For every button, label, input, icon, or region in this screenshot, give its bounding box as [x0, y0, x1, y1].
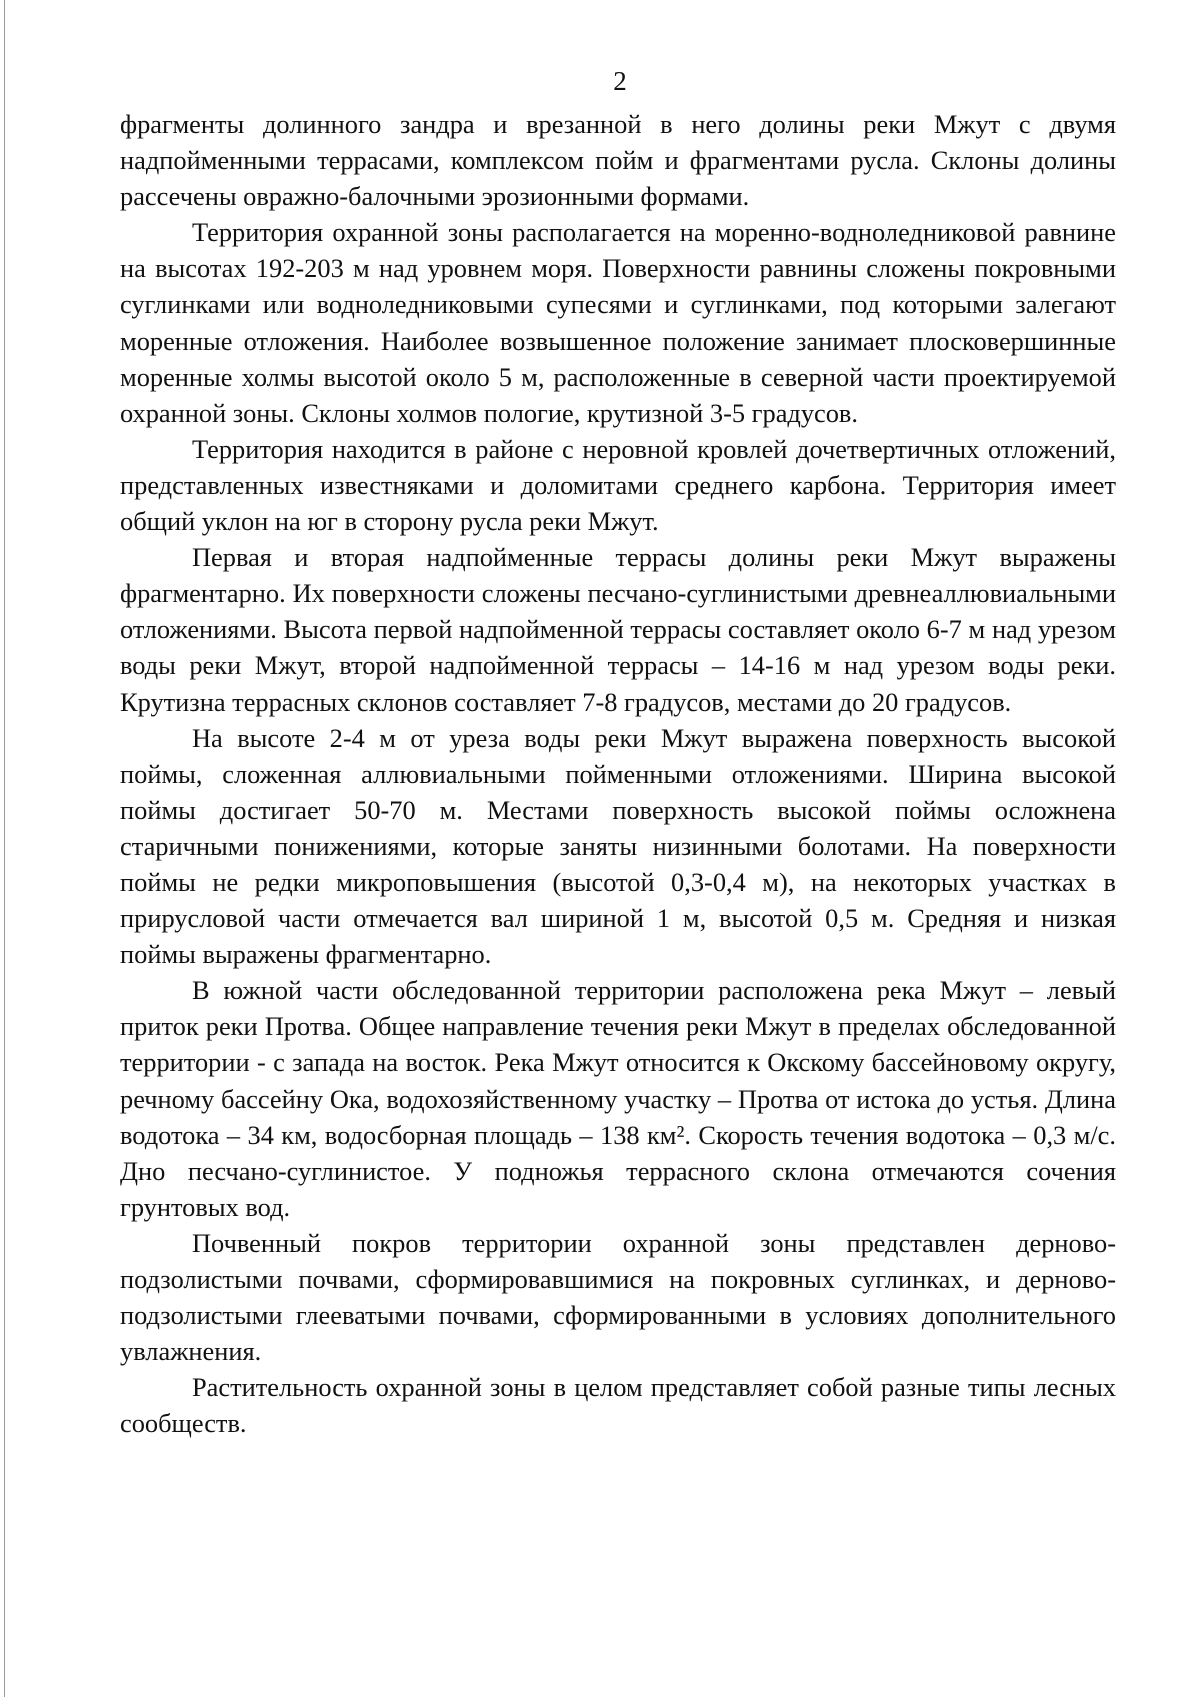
- paragraph-bedrock: Территория находится в районе с неровной кровлей дочетвертичных отложений, представленных известняками и доломитами среднего карбона. Территория имеет общий уклон на юг в сторону русла реки Мжут.: [120, 433, 1116, 537]
- scan-edge-line: [4, 0, 5, 1697]
- paragraph-floodplain: На высоте 2-4 м от уреза воды реки Мжут выражена поверхность высокой поймы, сложенная аллювиальными пойменными отложениями. Ширина высокой поймы достигает 50-70 м. Местами поверхность высокой поймы осложнена старичными понижениями, которые заняты низинными болотами. На поверхности поймы не редки микроповышения (высотой 0,3-0,4 м), на некоторых участках в прирусловой части отмечается вал шириной 1 м, высотой 0,5 м. Средняя и низкая поймы выражены фрагментарно.: [120, 722, 1116, 970]
- paragraph-protection-zone-relief: Территория охранной зоны располагается на моренно-водноледниковой равнине на высотах 192-203 м над уровнем моря. Поверхности равнины сложены покровными суглинками или водноледниковыми супесями и суглинками, под которыми залегают моренные отложения. Наиболее возвышенное положение занимает плосковершинные моренные холмы высотой около 5 м, расположенные в северной части проектируемой охранной зоны. Склоны холмов пологие, крутизной 3-5 градусов.: [120, 217, 1116, 428]
- paragraph-river: В южной части обследованной территории расположена река Мжут – левый приток реки Протва. Общее направление течения реки Мжут в пределах обследованной территории - с запада на восток. Река Мжут относится к Окскому бассейновому округу, речному бассейну Ока, водохозяйственному участку – Протва от истока до устья. Длина водотока – 34 км, водосборная площадь – 138 км². Скорость течения водотока – 0,3 м/с. Дно песчано-суглинистое. У подножья террасного склона отмечаются сочения грунтовых вод.: [120, 975, 1116, 1222]
- document-body: [120, 106, 1116, 1441]
- paragraph-soil: Почвенный покров территории охранной зоны представлен дерново-подзолистыми почвами, сформировавшимися на покровных суглинках, и дерново-подзолистыми глееватыми почвами, сформированными в условиях дополнительного увлажнения.: [120, 1227, 1116, 1367]
- paragraph-continuation: фрагменты долинного зандра и врезанной в него долины реки Мжут с двумя надпойменными террасами, комплексом пойм и фрагментами русла. Склоны долины рассечены овражно-балочными эрозионными формами.: [120, 109, 1116, 212]
- page-number: 2: [613, 66, 627, 96]
- paragraph-terraces: Первая и вторая надпойменные террасы долины реки Мжут выражены фрагментарно. Их поверхности сложены песчано-суглинистыми древнеаллювиальными отложениями. Высота первой надпойменной террасы составляет около 6-7 м над урезом воды реки Мжут, второй надпойменной террасы – 14-16 м над урезом воды реки. Крутизна террасных склонов составляет 7-8 градусов, местами до 20 градусов.: [120, 542, 1116, 717]
- paragraph-vegetation: Растительность охранной зоны в целом представляет собой разные типы лесных сообществ.: [120, 1372, 1116, 1439]
